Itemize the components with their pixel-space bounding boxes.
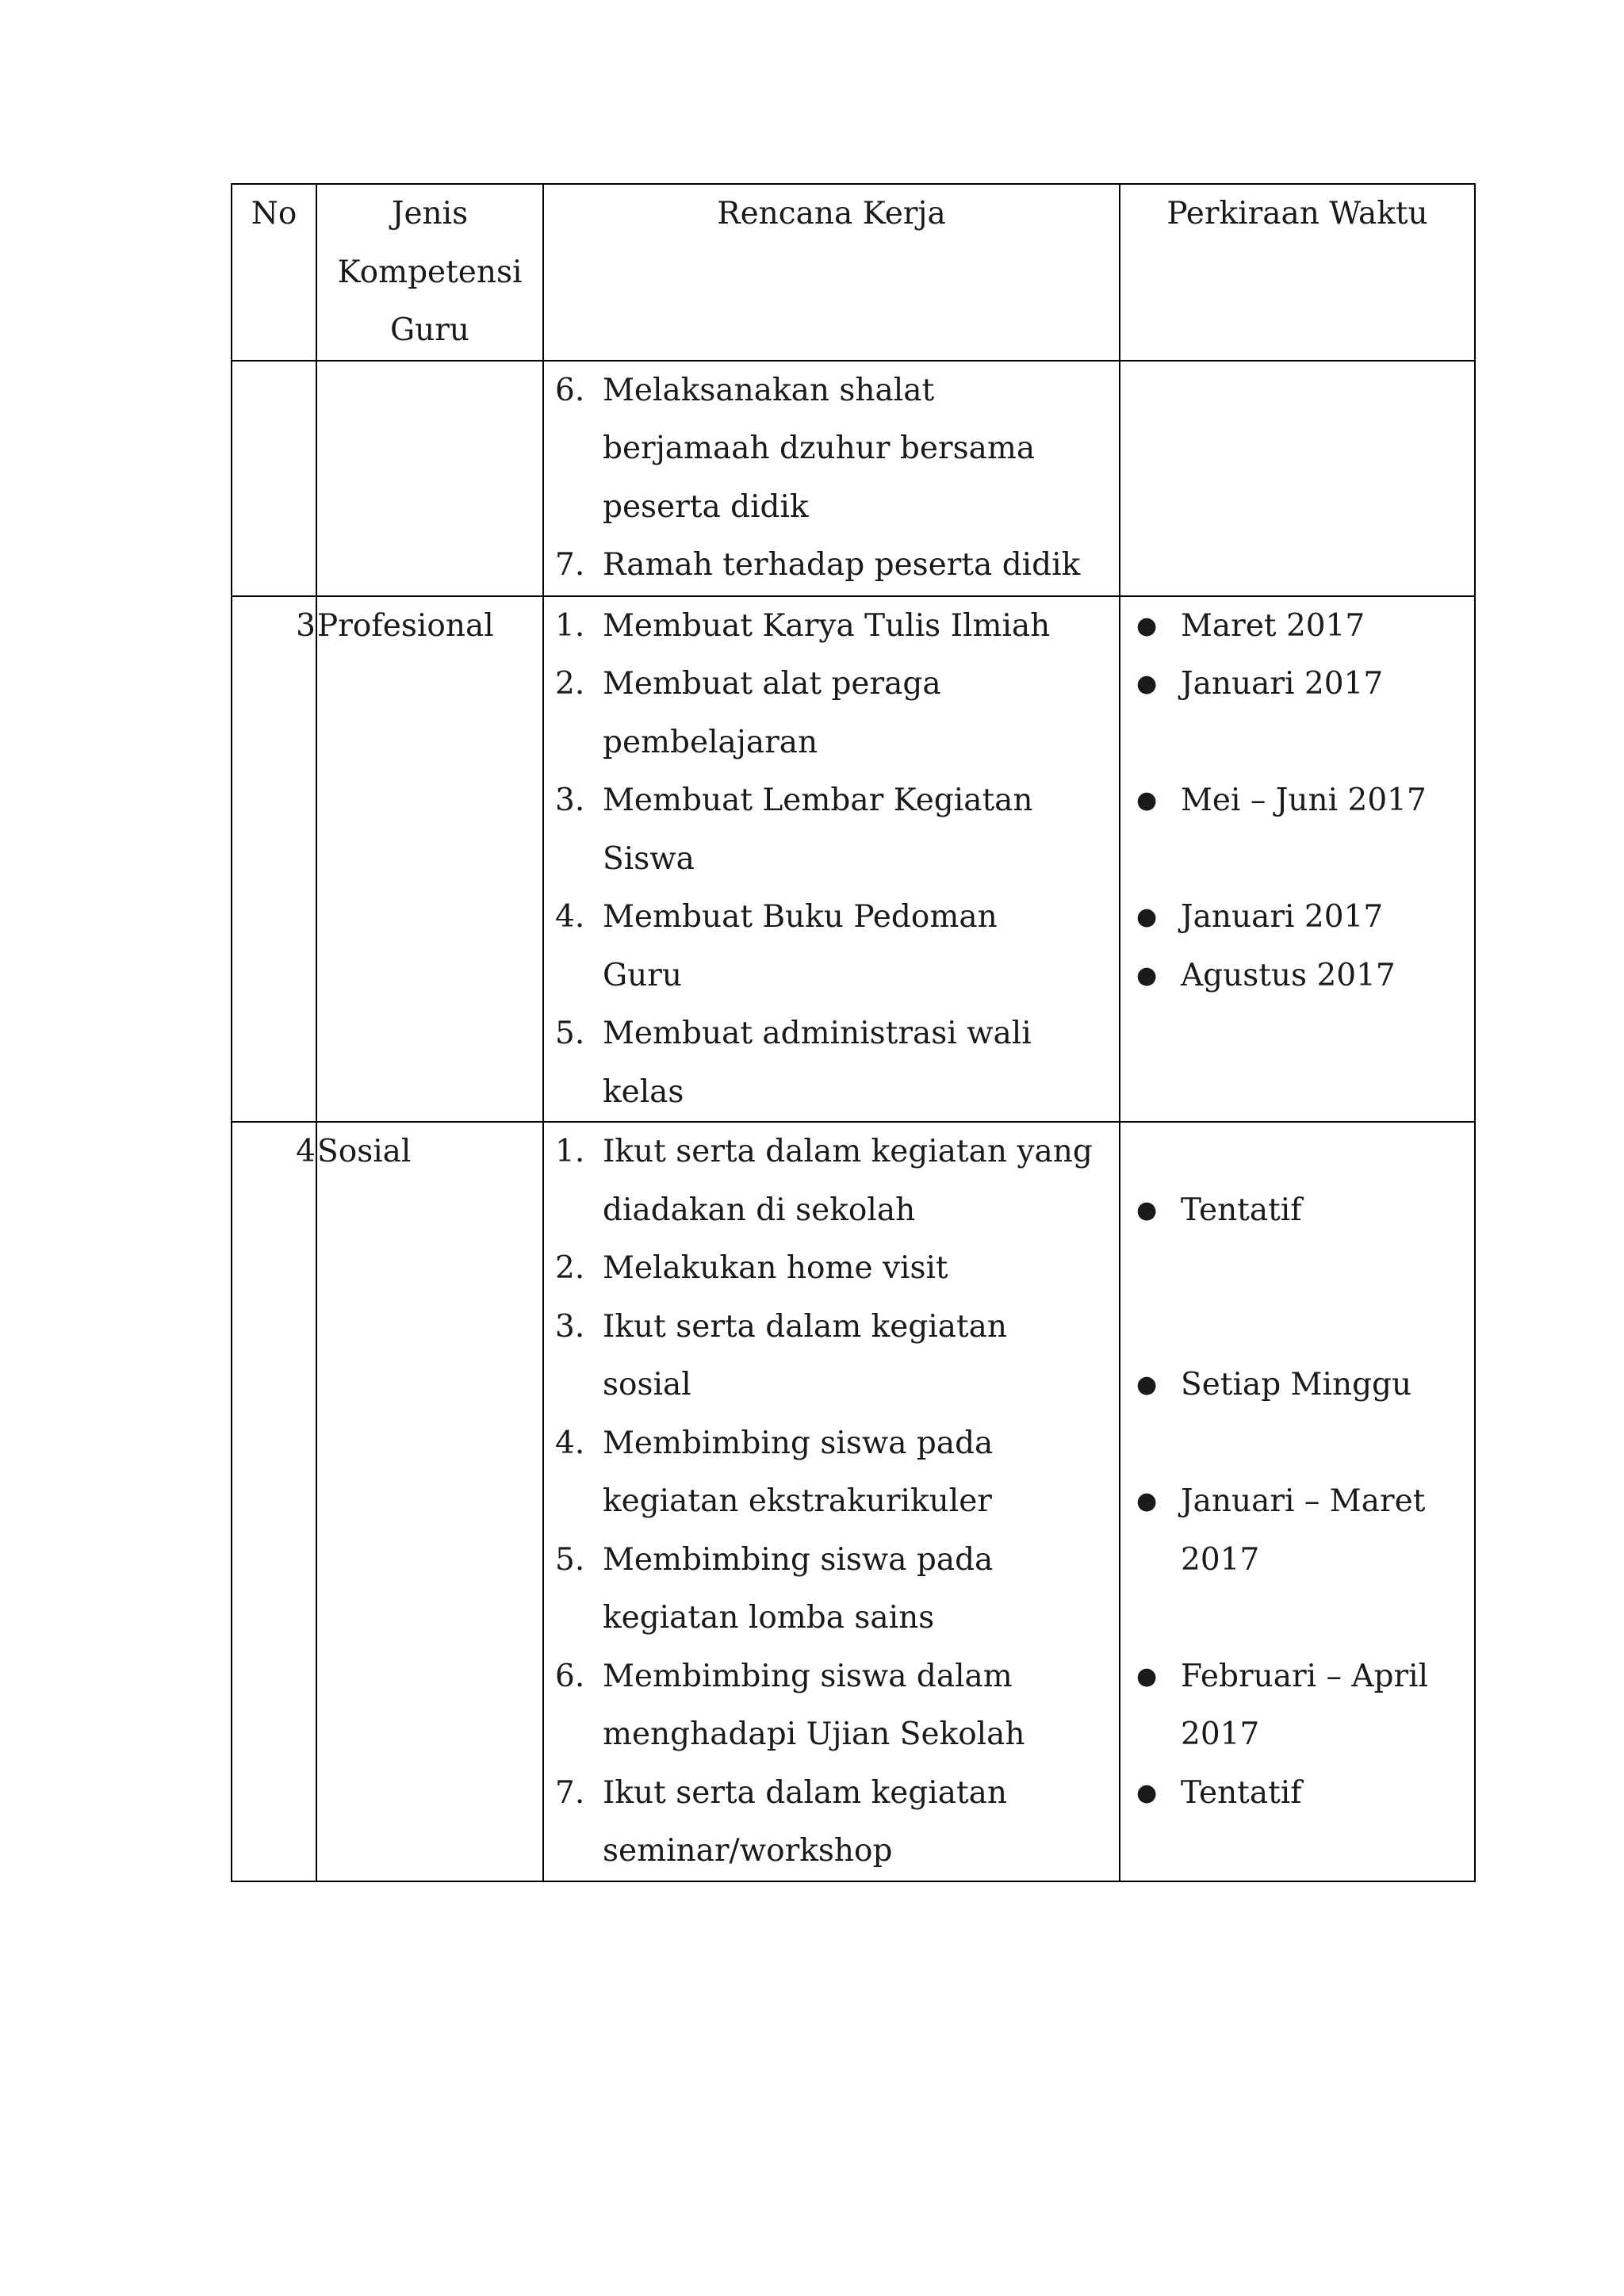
- list-item: [544, 888, 1119, 1004]
- list-item-number: 4.: [555, 899, 585, 935]
- list-item-text: kegiatan lomba sains: [603, 1600, 935, 1636]
- list-item-text: 2017: [1181, 1541, 1260, 1578]
- list-item: [544, 1004, 1119, 1121]
- header-jenis-line: Guru: [389, 312, 470, 348]
- list-item-text: Ikut serta dalam kegiatan: [603, 1774, 1008, 1811]
- list-item-text: kegiatan ekstrakurikuler: [603, 1483, 992, 1519]
- list-item-text: Mei – Juni 2017: [1181, 783, 1427, 818]
- list-item-text: Januari – Maret: [1181, 1483, 1426, 1519]
- list-item: [544, 1531, 1119, 1647]
- list-item-text: Membimbing siswa pada: [603, 1425, 994, 1461]
- list-item: [1120, 888, 1474, 947]
- list-item-text: 2017: [1181, 1716, 1260, 1752]
- header-no: No: [232, 184, 316, 361]
- list-item-text: Membuat Karya Tulis Ilmiah: [603, 607, 1051, 644]
- list-item-text: Ramah terhadap peserta didik: [603, 547, 1081, 583]
- list-item-number: 3.: [555, 783, 585, 818]
- rencana-list: [544, 1123, 1119, 1881]
- list-item: [544, 1764, 1119, 1881]
- list-item-text: peserta didik: [603, 488, 809, 525]
- bullet-icon: ●: [1136, 903, 1158, 931]
- list-item: [1120, 1181, 1474, 1240]
- list-item-text: Ikut serta dalam kegiatan yang: [603, 1134, 1093, 1169]
- cell-jenis-kompetensi: Sosial: [316, 1122, 543, 1881]
- rencana-list: [544, 362, 1119, 595]
- list-item-text: sosial: [603, 1367, 691, 1402]
- list-item-text: Membimbing siswa pada: [603, 1541, 994, 1578]
- header-perkiraan-waktu: Perkiraan Waktu: [1120, 184, 1475, 361]
- list-item-number: 5.: [555, 1541, 585, 1578]
- list-item-number: 1.: [555, 1134, 585, 1169]
- bullet-icon: ●: [1136, 786, 1158, 814]
- list-item: [1120, 597, 1474, 656]
- waktu-list: [1120, 1181, 1474, 1823]
- cell-perkiraan-waktu: [1120, 1122, 1475, 1881]
- list-item: [544, 536, 1119, 595]
- bullet-icon: ●: [1136, 1371, 1158, 1399]
- bullet-icon: ●: [1136, 961, 1158, 989]
- header-rencana-kerja: Rencana Kerja: [543, 184, 1120, 361]
- list-item: [1120, 1472, 1474, 1589]
- cell-perkiraan-waktu: [1120, 361, 1475, 596]
- list-item-number: 7.: [555, 547, 585, 583]
- list-item: [544, 597, 1119, 656]
- competency-plan-table: [231, 183, 1476, 1882]
- list-item: [1120, 655, 1474, 714]
- list-item: [1120, 947, 1474, 1005]
- list-item: [1120, 1356, 1474, 1414]
- header-jenis-kompetensi: [316, 184, 543, 361]
- list-item-text: Setiap Minggu: [1181, 1367, 1412, 1402]
- list-item-number: 5.: [555, 1016, 585, 1051]
- list-item-text: kelas: [603, 1073, 684, 1110]
- bullet-icon: ●: [1136, 670, 1158, 698]
- list-item-text: Januari 2017: [1181, 666, 1384, 702]
- cell-rencana-kerja: [543, 596, 1120, 1123]
- list-item: [544, 771, 1119, 888]
- list-item: [544, 1298, 1119, 1414]
- waktu-list: [1120, 597, 1474, 1005]
- list-item: [1120, 1647, 1474, 1764]
- bullet-icon: ●: [1136, 1487, 1158, 1515]
- list-item-number: 2.: [555, 1250, 585, 1286]
- bullet-icon: ●: [1136, 1778, 1158, 1807]
- list-item-text: Tentatif: [1181, 1192, 1302, 1228]
- list-item: [544, 1123, 1119, 1239]
- list-item-number: 2.: [555, 666, 585, 702]
- list-item-text: Melakukan home visit: [603, 1250, 948, 1286]
- list-item: [544, 1414, 1119, 1531]
- list-item-number: 6.: [555, 1658, 585, 1694]
- list-item-number: 7.: [555, 1774, 585, 1811]
- cell-perkiraan-waktu: [1120, 596, 1475, 1123]
- list-item: [1120, 1764, 1474, 1823]
- cell-jenis-kompetensi: [316, 361, 543, 596]
- list-item-text: Melaksanakan shalat: [603, 372, 935, 408]
- list-item-text: Februari – April: [1181, 1658, 1429, 1694]
- bullet-icon: ●: [1136, 1662, 1158, 1690]
- list-item-text: Membuat Buku Pedoman: [603, 899, 998, 935]
- list-item-text: Guru: [603, 957, 683, 993]
- list-item-text: Tentatif: [1181, 1774, 1302, 1811]
- list-item-text: Membuat administrasi wali: [603, 1016, 1032, 1051]
- list-item-text: Membimbing siswa dalam: [603, 1658, 1013, 1694]
- list-item: [544, 1647, 1119, 1764]
- cell-no: 3: [232, 596, 316, 1123]
- list-item-text: pembelajaran: [603, 724, 818, 760]
- bullet-icon: ●: [1136, 1196, 1158, 1224]
- list-item-text: menghadapi Ujian Sekolah: [603, 1716, 1025, 1752]
- list-item-text: Ikut serta dalam kegiatan: [603, 1308, 1008, 1345]
- cell-rencana-kerja: [543, 1122, 1120, 1881]
- table-row: [232, 361, 1475, 596]
- table-row: [232, 596, 1475, 1123]
- bullet-icon: ●: [1136, 611, 1158, 640]
- cell-jenis-kompetensi: Profesional: [316, 596, 543, 1123]
- header-jenis-line: Kompetensi: [337, 254, 523, 290]
- list-item-number: 1.: [555, 607, 585, 644]
- list-item-text: Maret 2017: [1181, 607, 1365, 644]
- list-item-text: berjamaah dzuhur bersama: [603, 430, 1036, 466]
- list-item-text: Januari 2017: [1181, 899, 1384, 935]
- list-item-text: seminar/workshop: [603, 1833, 893, 1869]
- list-item: [544, 655, 1119, 771]
- list-item-text: Siswa: [603, 840, 695, 877]
- list-item-text: Membuat alat peraga: [603, 666, 941, 702]
- list-item-text: Agustus 2017: [1181, 957, 1396, 993]
- list-item-number: 6.: [555, 372, 585, 408]
- cell-no: 4: [232, 1122, 316, 1881]
- cell-rencana-kerja: [543, 361, 1120, 596]
- list-item: [544, 1239, 1119, 1298]
- table-body: [232, 361, 1475, 1881]
- list-item-number: 3.: [555, 1308, 585, 1345]
- list-item: [1120, 771, 1474, 830]
- list-item-text: Membuat Lembar Kegiatan: [603, 783, 1033, 818]
- list-item: [544, 362, 1119, 537]
- list-item-text: diadakan di sekolah: [603, 1192, 916, 1228]
- table-header-row: [232, 184, 1475, 361]
- cell-no: [232, 361, 316, 596]
- header-jenis-line: Jenis: [391, 196, 469, 232]
- rencana-list: [544, 597, 1119, 1122]
- table-row: [232, 1122, 1475, 1881]
- list-item-number: 4.: [555, 1425, 585, 1461]
